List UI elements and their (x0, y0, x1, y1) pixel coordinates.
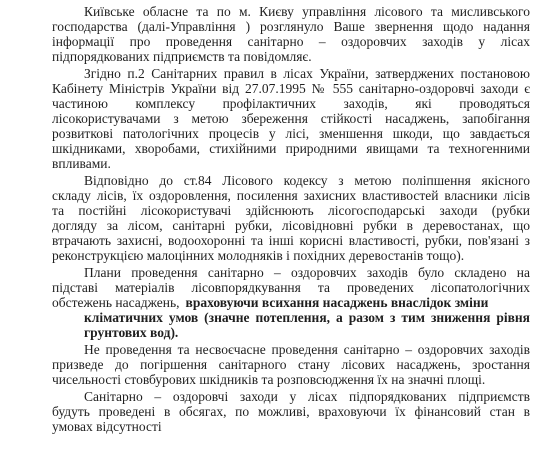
text-line: розвиткові патологічних процесів у лісі, зменшення шкоди, що завдається (52, 126, 530, 141)
text-line: впливами. (52, 156, 111, 171)
text-line: господарства (далі-Управління ) розглянуло Ваше звернення щодо надання (52, 19, 530, 34)
emphasis-text: враховуючи всихання насаджень внаслідок зміни (185, 295, 489, 310)
text-line: Кабінету Міністрів України від 27.07.1995 № 555 санітарно-оздоровчі заходи є (52, 81, 530, 96)
text-line: лісокористувачами з метою збереження стійкості насаджень, запобігання (52, 111, 530, 126)
text-line: Не проведення та несвоєчасне проведення санітарно – оздоровчих заходів (84, 342, 530, 357)
text-line: Відповідно до ст.84 Лісового кодексу з метою поліпшення якісного (84, 173, 530, 188)
emphasis-text: кліматичних умов (значне потеплення, а разом з тим зниження рівня (84, 310, 530, 325)
text-line: чисельності стовбурових шкідників та розповсюдження їх на значні площі. (52, 372, 486, 387)
text-segment: обстежень насаджень, (52, 295, 180, 310)
text-line: будуть проведені в обсягах, по можливі, враховуючи їх фінансовий стан в (52, 404, 530, 419)
text-line: підставі матеріалів лісовпорядкування та проведених лісопатологічних (52, 280, 530, 295)
text-line: та постійні лісокористувачі здійснюють лісогосподарські заходи (рубки (52, 203, 530, 218)
text-line: Плани проведення санітарно – оздоровчих заходів було складено на (84, 265, 530, 280)
text-line: втрачають захисні, водоохоронні та інші корисні властивості, рубки, пов'язані з (52, 233, 530, 248)
text-line: Київське обласне та по м. Києву управління лісового та мисливського (84, 4, 530, 19)
text-line: складу лісів, їх оздоровлення, посилення захисних властивостей власники лісів (52, 188, 530, 203)
text-line: Санітарно – оздоровчі заходи у лісах підпорядкованих підприємств (84, 389, 530, 404)
text-line: умовах відсутності (52, 419, 162, 434)
text-line: Згідно п.2 Санітарних правил в лісах України, затверджених постановою (84, 66, 530, 81)
text-line: інформації про проведення санітарно – оздоровчих заходів у лісах (52, 34, 530, 49)
text-line (52, 295, 530, 310)
text-line: частиною комплексу профілактичних заходів, які проводяться (52, 96, 530, 111)
text-line: реконструкцією малоцінних молодняків і похідних деревостанів тощо). (52, 248, 465, 263)
text-line: призведе до погіршення санітарного стану лісових насаджень, зростання (52, 357, 530, 372)
text-line: догляду за лісом, санітарні рубки, лісовідновні рубки в деревостанах, що (52, 218, 530, 233)
text-line: підпорядкованих підприємств та повідомляє. (52, 49, 312, 64)
emphasis-text: грунтових вод). (84, 325, 179, 340)
text-line: шкідниками, хворобами, стихійними природними явищами та техногенними (52, 141, 530, 156)
